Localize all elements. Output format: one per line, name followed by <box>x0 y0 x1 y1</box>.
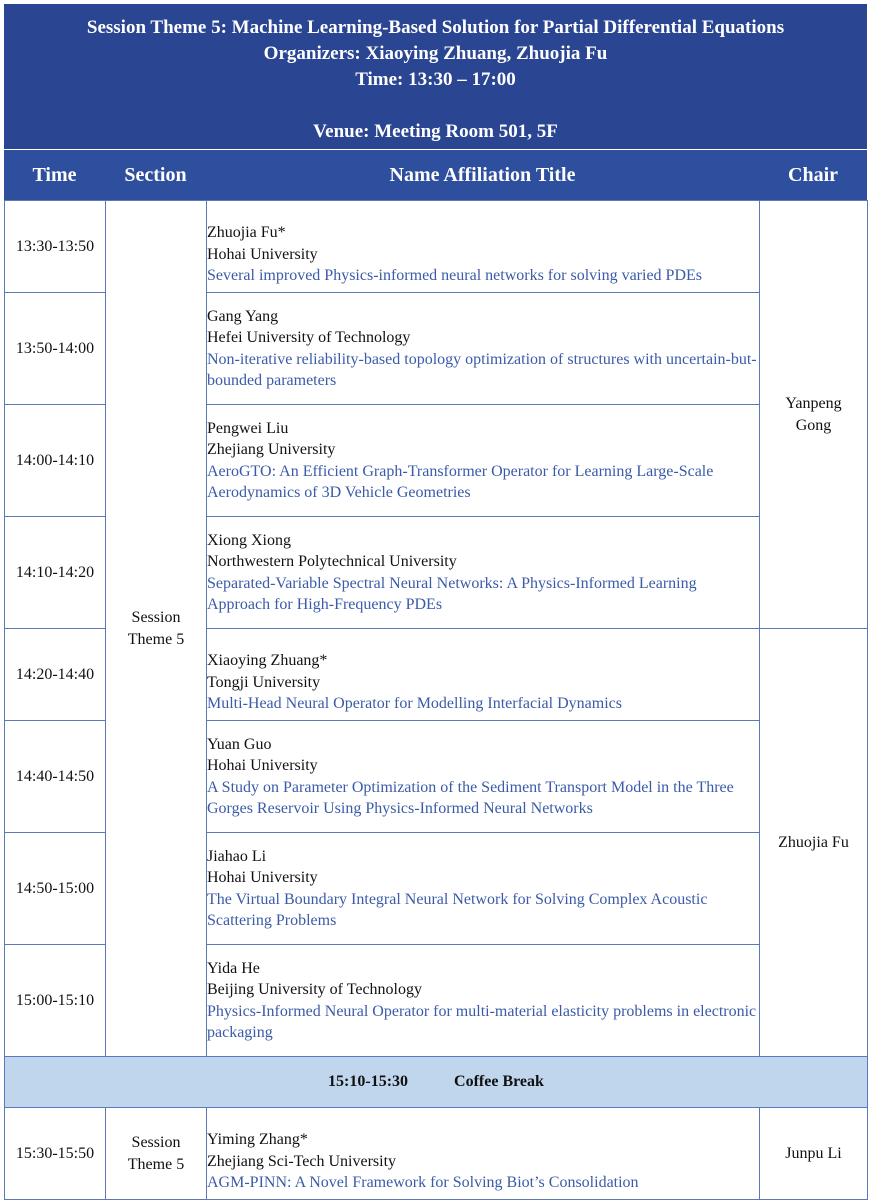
talk-title: Multi-Head Neural Operator for Modelling Interfacial Dynamics <box>207 695 622 713</box>
time-line: Time: 13:30 – 17:00 <box>355 69 516 90</box>
talk-title: Separated-Variable Spectral Neural Networks: A Physics-Informed Learning Approach for High-Frequency PDEs <box>207 574 697 613</box>
coffee-break-row <box>5 1057 868 1108</box>
speaker-name: Yida He <box>207 959 260 977</box>
coffee-break-time: 15:10-15:30 <box>328 1073 409 1090</box>
talk-title: AGM-PINN: A Novel Framework for Solving Biot’s Consolidation <box>207 1174 639 1192</box>
chair-name: Yanpeng Gong <box>785 394 842 434</box>
talk-cell <box>207 1108 760 1200</box>
speaker-name: Pengwei Liu <box>207 419 289 437</box>
speaker-name: Yuan Guo <box>207 735 272 753</box>
talk-time: 13:30-13:50 <box>5 201 106 293</box>
column-header-section: Section <box>124 164 187 186</box>
speaker-affiliation: Hefei University of Technology <box>207 329 411 346</box>
speaker-affiliation: Zhejiang Sci-Tech University <box>207 1152 397 1170</box>
schedule-table <box>4 200 868 1200</box>
coffee-break-label: Coffee Break <box>454 1073 544 1090</box>
talk-cell <box>207 629 760 721</box>
talk-time: 14:10-14:20 <box>5 517 106 629</box>
talk-title: Non-iterative reliability-based topology optimization of structures with uncertain-but-bounded parameters <box>207 350 757 389</box>
speaker-affiliation: Tongji University <box>207 673 321 691</box>
talk-time: 15:00-15:10 <box>5 945 106 1057</box>
column-header-row <box>4 150 867 200</box>
talk-time: 14:20-14:40 <box>5 629 106 721</box>
talk-title: The Virtual Boundary Integral Neural Network for Solving Complex Acoustic Scattering Problems <box>207 890 708 929</box>
talk-time: 15:30-15:50 <box>5 1108 106 1200</box>
chair-name: Zhuojia Fu <box>778 833 849 851</box>
chair-cell <box>760 201 868 629</box>
talk-cell <box>207 405 760 517</box>
session-theme-title: Session Theme 5: Machine Learning-Based Solution for Partial Differential Equations <box>86 17 785 38</box>
session-header <box>4 4 867 149</box>
talk-cell <box>207 721 760 833</box>
speaker-affiliation: Hohai University <box>207 869 318 886</box>
table-row <box>5 1108 868 1200</box>
talk-time: 14:50-15:00 <box>5 833 106 945</box>
chair-name: Junpu Li <box>785 1144 842 1162</box>
talk-title: A Study on Parameter Optimization of the Sediment Transport Model in the Three Gorges Reservoir Using Physics-Informed Neural Networks <box>207 778 734 817</box>
column-header-talk: Name Affiliation Title <box>389 164 576 186</box>
section-label: Session Theme 5 <box>127 1133 185 1173</box>
chair-cell <box>760 629 868 1057</box>
speaker-name: Gang Yang <box>207 307 279 325</box>
speaker-name: Jiahao Li <box>207 847 267 865</box>
speaker-name: Yiming Zhang* <box>207 1131 308 1149</box>
talk-cell <box>207 201 760 293</box>
talk-title: AeroGTO: An Efficient Graph-Transformer Operator for Learning Large-Scale Aerodynamics of 3D Vehicle Geometries <box>207 462 714 501</box>
section-cell <box>106 1108 207 1200</box>
speaker-affiliation: Beijing University of Technology <box>207 981 422 998</box>
talk-title: Physics-Informed Neural Operator for multi-material elasticity problems in electronic packaging <box>207 1002 757 1041</box>
talk-time: 13:50-14:00 <box>5 293 106 405</box>
speaker-affiliation: Hohai University <box>207 245 318 263</box>
talk-cell <box>207 293 760 405</box>
speaker-affiliation: Zhejiang University <box>207 441 336 458</box>
speaker-name: Zhuojia Fu* <box>207 224 286 242</box>
talk-cell <box>207 517 760 629</box>
speaker-affiliation: Hohai University <box>207 757 318 774</box>
venue-line: Venue: Meeting Room 501, 5F <box>313 121 558 142</box>
speaker-affiliation: Northwestern Polytechnical University <box>207 553 457 570</box>
table-row <box>5 201 868 293</box>
organizers-line: Organizers: Xiaoying Zhuang, Zhuojia Fu <box>263 43 608 64</box>
speaker-name: Xiong Xiong <box>207 531 291 549</box>
talk-time: 14:00-14:10 <box>5 405 106 517</box>
section-label: Session Theme 5 <box>127 608 185 648</box>
talk-cell <box>207 833 760 945</box>
talk-cell <box>207 945 760 1057</box>
chair-cell <box>760 1108 868 1200</box>
column-header-time: Time <box>32 164 77 186</box>
talk-title: Several improved Physics-informed neural networks for solving varied PDEs <box>207 267 703 285</box>
column-header-chair: Chair <box>788 164 838 186</box>
speaker-name: Xiaoying Zhuang* <box>207 652 328 670</box>
section-cell <box>106 201 207 1057</box>
coffee-break-cell <box>5 1057 868 1108</box>
talk-time: 14:40-14:50 <box>5 721 106 833</box>
